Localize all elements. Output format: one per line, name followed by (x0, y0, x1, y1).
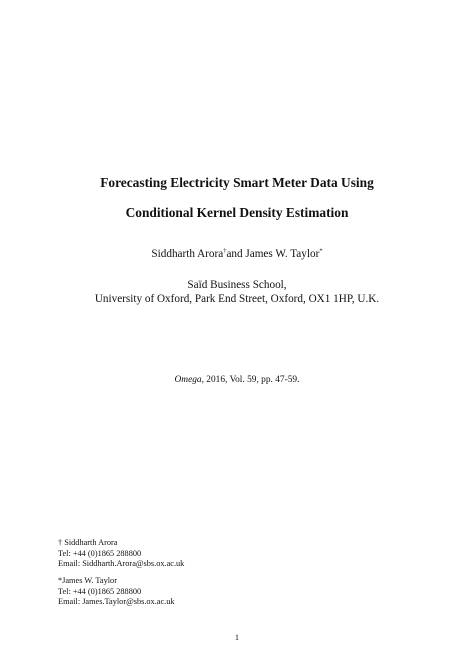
affiliation-line-2: University of Oxford, Park End Street, Oxford, OX1 1HP, U.K. (94, 293, 380, 305)
footnote-name: † Siddharth Arora (58, 538, 118, 547)
author-line (0, 248, 474, 260)
author-1-mark: † (223, 247, 227, 255)
citation (0, 375, 474, 385)
journal-name: Omega (174, 375, 202, 385)
footnote-name: *James W. Taylor (58, 576, 117, 585)
affiliation-line-1: Saïd Business School, (187, 279, 287, 291)
footnote-email: Email: James.Taylor@sbs.ox.ac.uk (58, 597, 175, 607)
footnote-author-2 (58, 576, 175, 608)
footnote-author-1 (58, 538, 184, 570)
footnote-tel: Tel: +44 (0)1865 288800 (58, 548, 142, 558)
title-line-1: Forecasting Electricity Smart Meter Data Using (100, 175, 374, 190)
footnote-tel: Tel: +44 (0)1865 288800 (58, 586, 142, 596)
citation-details: , 2016, Vol. 59, pp. 47-59. (201, 375, 300, 385)
author-2-mark: * (319, 247, 323, 255)
page-number: 1 (234, 633, 240, 642)
footnote-email: Email: Siddharth.Arora@sbs.ox.ac.uk (58, 559, 185, 569)
title-line-2: Conditional Kernel Density Estimation (125, 205, 349, 220)
author-2-name: and James W. Taylor (226, 248, 320, 260)
author-1-name: Siddharth Arora (151, 248, 224, 260)
